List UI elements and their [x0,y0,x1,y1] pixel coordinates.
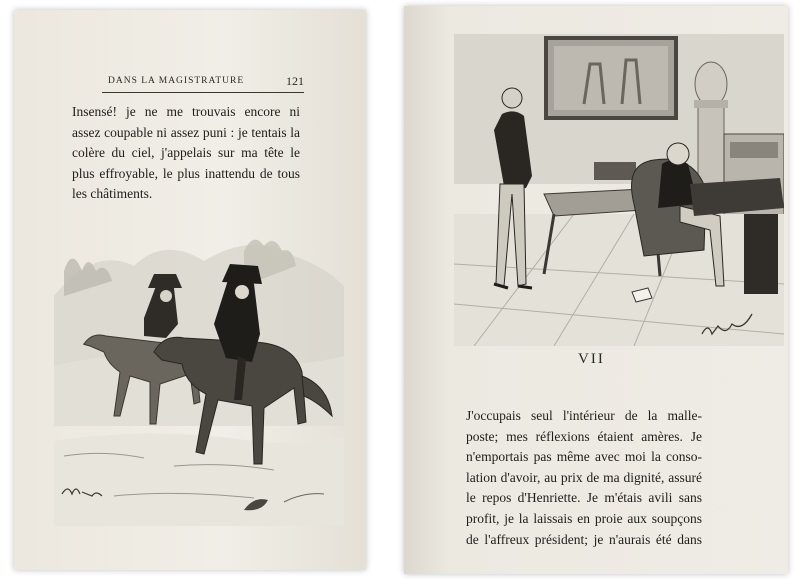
text-line: profit, je la laissais en proie aux soupçons [466,510,702,526]
right-page [404,6,788,574]
text-line: les châtiments. [72,186,153,202]
magistrate-in-study-illustration [454,34,784,346]
text-line: assez coupable ni assez puni : je tentais la [72,124,300,140]
text-line: colère du ciel, j'appelais sur ma tête le [72,145,300,161]
text-line: Insensé! je ne me trouvais encore ni [72,104,300,119]
running-head-title: DANS LA MAGISTRATURE [108,76,245,86]
chapter-number: VII [578,351,605,367]
text-line: le repos d'Henriette. Je m'étais avili sans [466,490,702,506]
page-number: 121 [286,74,304,88]
text-line: lation d'avoir, au prix de ma dignité, assuré [466,469,702,485]
left-paragraph [72,102,300,205]
header-rule [102,92,304,93]
text-line: J'occupais seul l'intérieur de la malle- [466,408,702,423]
gendarmes-on-horseback-illustration [54,226,344,526]
text-line: poste; mes réflexions étaient amères. Je [466,428,702,444]
left-page [14,10,366,570]
text-line: n'emportais pas même avec moi la conso- [466,449,702,465]
text-line: de l'affreux président; je n'aurais été dans [466,531,702,547]
text-line: plus effroyable, le plus inattendu de tous [72,165,300,181]
right-paragraph [466,406,702,550]
